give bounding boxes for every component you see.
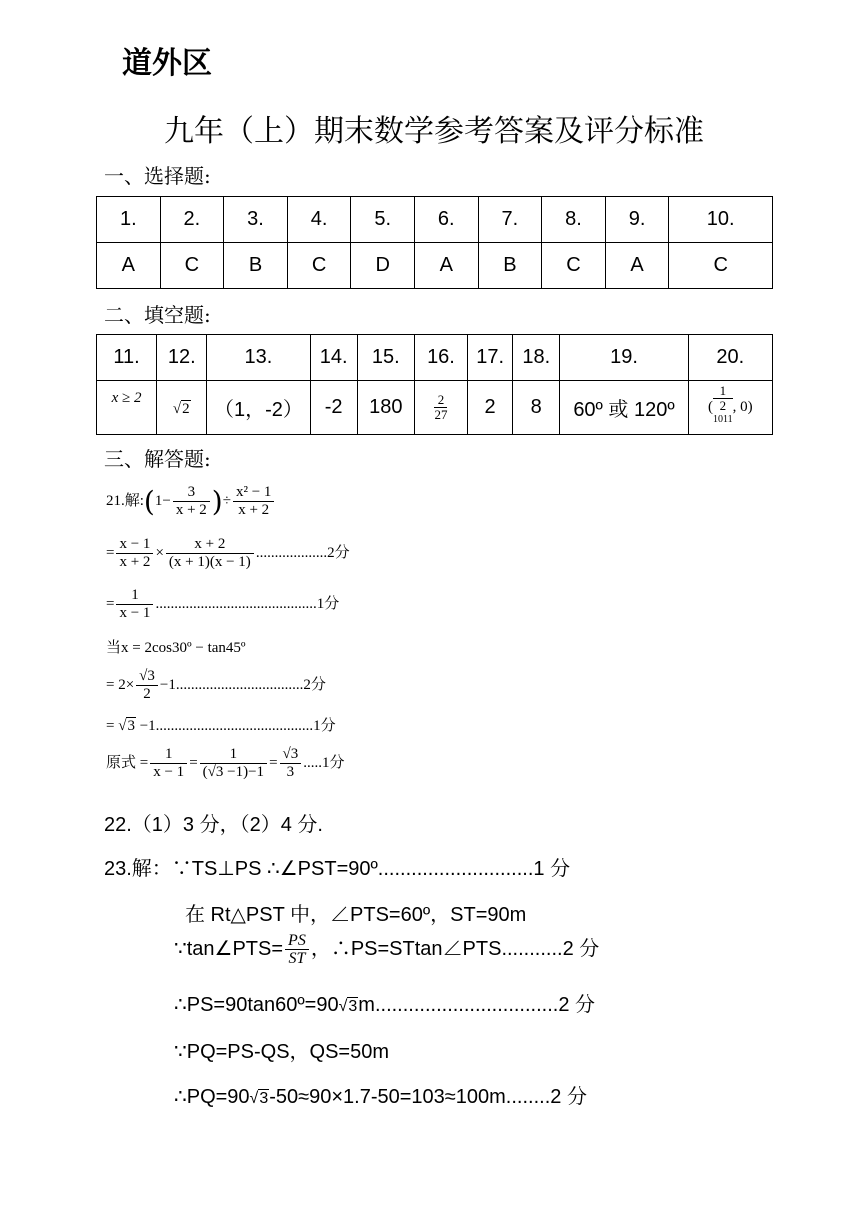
answer-13: （1，-2） [207, 381, 310, 435]
q23-line-5: ∵PQ=PS-QS，QS=50m [174, 1041, 390, 1063]
mc-answer: A [414, 243, 478, 289]
q23-line-2: 在 Rt△PST 中，∠PTS=60º，ST=90m [185, 904, 527, 926]
mc-answer-row [97, 243, 773, 289]
fill-number: 14. [310, 335, 357, 381]
mc-answer: B [224, 243, 288, 289]
answer-19: 60º 或 120º [560, 381, 688, 435]
section-fill-heading: 二、填空题: [104, 303, 211, 327]
q21-line-6: = √3 −1..........................................1分 [106, 718, 336, 734]
section-mc-heading: 一、选择题: [104, 164, 211, 188]
mc-number: 10. [669, 197, 773, 243]
mc-number: 6. [414, 197, 478, 243]
q23-line-3: ∵tan∠PTS= $\frac{PS}{ST}$ ，∴PS=STtan∠PTS...........2 分 [174, 932, 600, 968]
mc-number: 9. [605, 197, 669, 243]
fill-number: 16. [414, 335, 467, 381]
fill-number: 20. [688, 335, 772, 381]
q21-line-3: = $\frac{1}{x - 1}$ ...........................................1分 [106, 587, 340, 621]
fill-answer [414, 381, 467, 435]
fill-answer [157, 381, 207, 435]
mc-number: 2. [160, 197, 224, 243]
mc-answer-table [96, 196, 773, 289]
fill-number-row [97, 335, 773, 381]
fill-answer-row [97, 381, 773, 435]
q21-line-7: 原式 = $\frac{1}{x - 1}$ = $\frac{1}{(√3 -1)-1}$ = $\frac{√3}{3}$ .....1分 [106, 746, 345, 780]
mc-answer: C [542, 243, 606, 289]
mc-answer: C [287, 243, 351, 289]
answer-15: 180 [357, 381, 414, 435]
mc-number: 1. [97, 197, 161, 243]
section-solve-heading: 三、解答题: [104, 447, 211, 471]
answer-17: 2 [468, 381, 513, 435]
mc-number: 3. [224, 197, 288, 243]
q23-line-6: ∴PQ=90√3-50≈90×1.7-50=103≈100m........2 分 [174, 1086, 587, 1108]
mc-answer: D [351, 243, 415, 289]
q21-line-4: 当x = 2cos30º − tan45º [106, 640, 246, 656]
mc-answer: C [160, 243, 224, 289]
answer-20: ( 1 2 $^{1011}$ , 0) [708, 383, 753, 426]
answer-11: x ≥ 2 [111, 390, 142, 406]
fill-number: 17. [468, 335, 513, 381]
q21-line-1: 21.解:(1− $\frac{3}{x + 2}$ )÷ $\frac{\text{x² − 1}}{x + 2}$ [106, 484, 276, 519]
fill-number: 13. [207, 335, 310, 381]
district-label: 道外区 [122, 46, 212, 81]
fill-number: 15. [357, 335, 414, 381]
answer-12: √2 [172, 401, 190, 417]
mc-number: 8. [542, 197, 606, 243]
mc-number: 4. [287, 197, 351, 243]
page-title: 九年（上）期末数学参考答案及评分标准 [164, 114, 704, 149]
q23-line-4: ∴PS=90tan60º=90√3m.................................2 分 [174, 994, 596, 1016]
q23-line-1: 23.解：∵TS⊥PS ∴∠PST=90º............................1 分 [104, 858, 571, 880]
mc-number: 7. [478, 197, 542, 243]
fill-number: 18. [513, 335, 560, 381]
answer-18: 8 [513, 381, 560, 435]
q22-answer: 22.（1）3 分，（2）4 分. [104, 814, 323, 836]
mc-number: 5. [351, 197, 415, 243]
answer-16-fraction: $\frac{2}{27}$ [434, 392, 448, 422]
mc-answer: B [478, 243, 542, 289]
fill-number: 11. [97, 335, 157, 381]
fill-answer-table [96, 334, 773, 435]
mc-number-row [97, 197, 773, 243]
fill-answer [97, 381, 157, 435]
fill-answer [688, 381, 772, 435]
mc-answer: A [97, 243, 161, 289]
q21-line-5: = 2× $\frac{√3}{2}$ −1..................................2分 [106, 668, 326, 702]
answer-14: -2 [310, 381, 357, 435]
q21-line-2: = $\frac{x - 1}{x + 2}$ × $\frac{x + 2}{(x + 1)(x - 1)}$ ...................2分 [106, 536, 350, 570]
fill-number: 12. [157, 335, 207, 381]
mc-answer: C [669, 243, 773, 289]
mc-answer: A [605, 243, 669, 289]
fill-number: 19. [560, 335, 688, 381]
